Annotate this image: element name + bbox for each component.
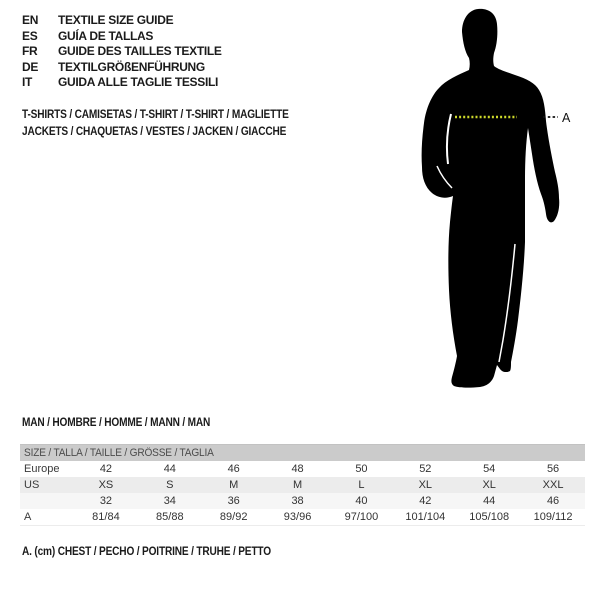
table-row-alt-size: [20, 493, 585, 509]
size-cell: 36: [227, 495, 240, 507]
language-code: EN: [22, 13, 39, 27]
size-cell: 56: [546, 463, 560, 475]
size-cell: 54: [483, 463, 496, 475]
row-label: A: [24, 511, 32, 523]
size-cell: 101/104: [405, 511, 446, 523]
language-row-de: [22, 60, 222, 76]
size-cell: 42: [419, 495, 432, 507]
size-cell: 109/112: [533, 511, 573, 523]
size-cell: 89/92: [219, 511, 248, 523]
table-row-chest-a: [20, 509, 585, 526]
size-cell: 38: [291, 495, 304, 507]
category-line-jackets: JACKETS / CHAQUETAS / VESTES / JACKEN / GIACCHE: [22, 126, 287, 138]
size-cell: XXL: [542, 479, 564, 491]
man-silhouette-figure: [405, 0, 600, 400]
language-label: TEXTILE SIZE GUIDE: [58, 13, 174, 27]
size-cell: 52: [419, 463, 432, 475]
size-cell: S: [166, 479, 174, 491]
size-cell: 44: [163, 463, 176, 475]
size-cell: XS: [98, 479, 114, 491]
table-row-europe: [20, 461, 585, 477]
category-list: [22, 107, 289, 141]
table-row-us: [20, 477, 585, 493]
language-row-fr: [22, 44, 222, 60]
size-cell: 42: [99, 463, 113, 475]
size-cell: 48: [291, 463, 304, 475]
language-label: TEXTILGRÖßENFÜHRUNG: [58, 59, 205, 74]
size-cell: 40: [355, 495, 368, 507]
language-code: ES: [22, 28, 38, 43]
language-row-it: [22, 75, 222, 91]
size-cell: 81/84: [92, 511, 120, 523]
row-label: Europe: [24, 463, 60, 475]
size-table-header-bar: [20, 444, 585, 461]
language-code: IT: [22, 75, 33, 90]
size-cell: 85/88: [156, 511, 184, 523]
size-cell: M: [292, 479, 303, 491]
size-cell: L: [358, 479, 365, 491]
category-line-tshirts: T-SHIRTS / CAMISETAS / T-SHIRT / T-SHIRT / MAGLIETTE: [22, 109, 289, 121]
size-cell: 93/96: [283, 511, 312, 523]
language-label: GUIDE DES TAILLES TEXTILE: [58, 44, 222, 59]
language-list: [22, 13, 222, 91]
row-label: US: [24, 479, 40, 491]
size-cell: XL: [482, 479, 496, 491]
language-row-es: [22, 29, 222, 45]
section-title-man: MAN / HOMBRE / HOMME / MANN / MAN: [22, 417, 211, 429]
man-silhouette: [422, 9, 560, 388]
size-cell: 105/108: [469, 511, 510, 523]
size-cell: 50: [355, 463, 368, 475]
size-cell: 46: [546, 495, 560, 507]
size-cell: 34: [163, 495, 176, 507]
size-cell: 97/100: [344, 511, 379, 523]
size-cell: 44: [483, 495, 496, 507]
size-table: [20, 461, 585, 526]
language-code: DE: [22, 59, 39, 74]
size-cell: XL: [418, 479, 433, 491]
size-cell: 46: [227, 463, 240, 475]
size-cell: M: [229, 479, 239, 491]
language-label: GUIDA ALLE TAGLIE TESSILI: [58, 75, 219, 90]
size-table-header-label: SIZE / TALLA / TAILLE / GRÖSSE / TAGLIA: [24, 447, 214, 459]
footnote-chest-measurement: A. (cm) CHEST / PECHO / POITRINE / TRUHE / PETTO: [22, 546, 271, 558]
language-code: FR: [22, 44, 38, 59]
size-cell: 32: [99, 495, 113, 507]
row-label: [20, 493, 74, 509]
language-label: GUÍA DE TALLAS: [58, 28, 154, 43]
measurement-a-label: A: [562, 111, 571, 125]
language-row-en: [22, 13, 222, 29]
